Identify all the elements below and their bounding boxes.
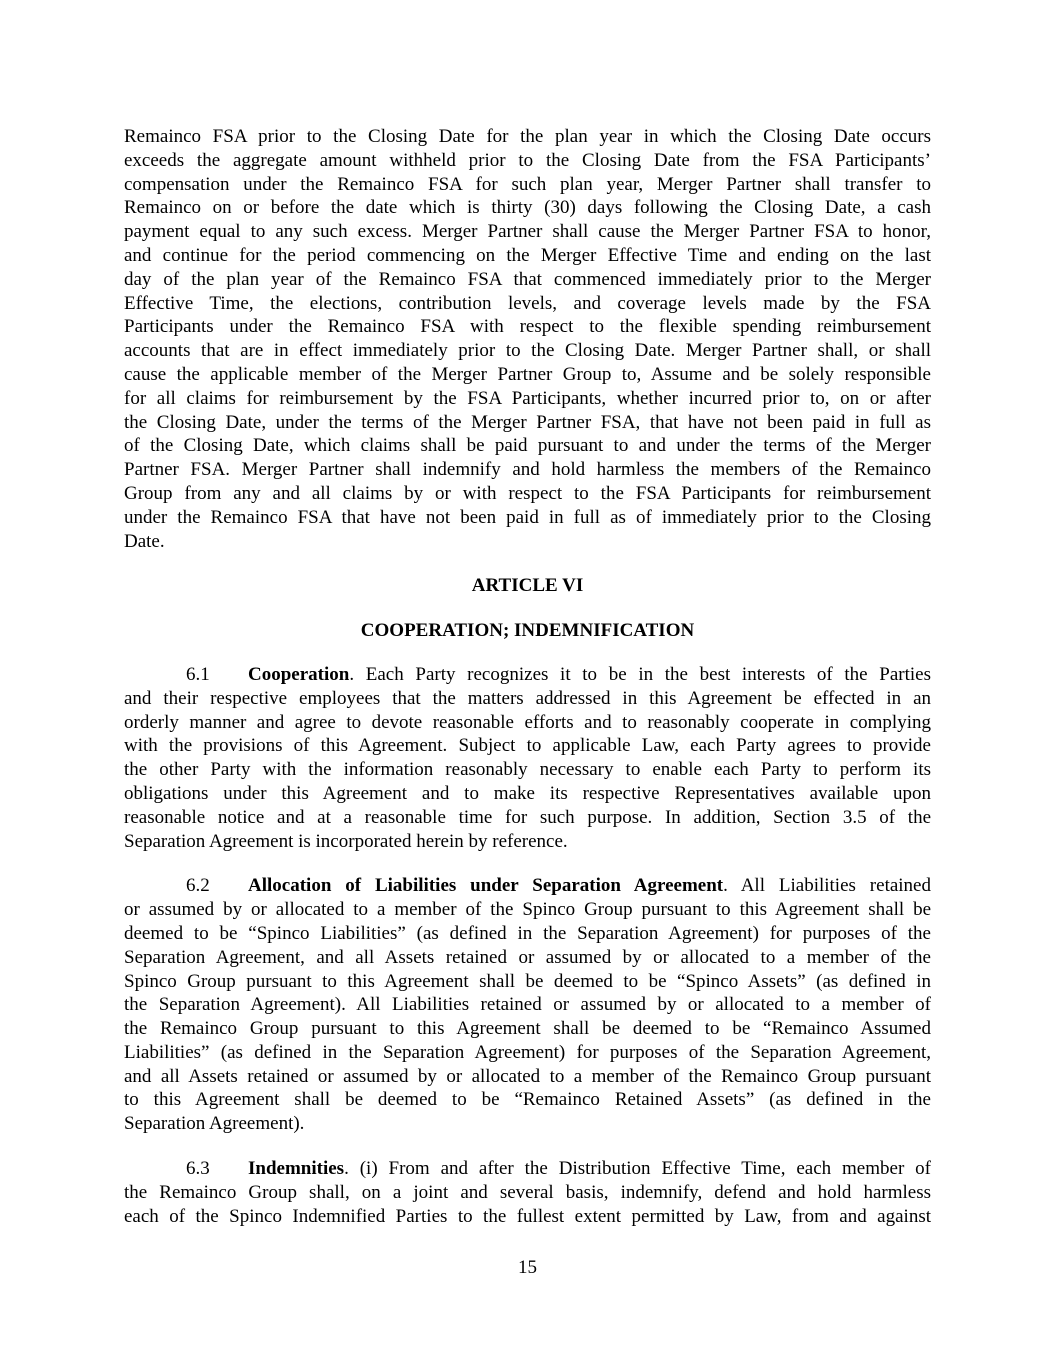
section-6-1 — [124, 663, 931, 853]
text-line: reasonable notice and at a reasonable time for such purpose. In addition, Section 3.5 of the — [124, 806, 931, 828]
article-title: COOPERATION; INDEMNIFICATION — [360, 620, 695, 642]
section-number: 6.2 — [186, 875, 210, 897]
text-line: Liabilities” (as defined in the Separation Agreement) for purposes of the Separation Agreement, — [124, 1041, 931, 1063]
text-line: the Closing Date, under the terms of the Merger Partner FSA, that have not been paid in full as — [124, 411, 931, 433]
section-heading: Allocation of Liabilities under Separation Agreement — [248, 875, 724, 897]
sections — [124, 663, 931, 1229]
text-line: with the provisions of this Agreement. Subject to applicable Law, each Party agrees to provide — [124, 735, 931, 757]
text-line: Participants under the Remainco FSA with respect to the flexible spending reimbursement — [124, 316, 931, 338]
section-first-line — [124, 663, 931, 687]
text-line: day of the plan year of the Remainco FSA that commenced immediately prior to the Merger — [124, 268, 931, 290]
continuation-paragraph — [124, 125, 931, 553]
section-first-text — [248, 663, 931, 687]
text-line: the Remainco Group pursuant to this Agreement shall be deemed to be “Remainco Assumed — [124, 1018, 931, 1040]
section-first-text — [248, 1157, 931, 1181]
section-first-text — [248, 874, 931, 898]
text-line: Separation Agreement is incorporated herein by reference. — [124, 830, 568, 852]
text-line: Partner FSA. Merger Partner shall indemnify and hold harmless the members of the Remainco — [124, 459, 931, 481]
text-line: compensation under the Remainco FSA for such plan year, Merger Partner shall transfer to — [124, 173, 931, 195]
text-line: the Remainco Group shall, on a joint and several basis, indemnify, defend and hold harmless — [124, 1181, 931, 1203]
section-first-rest: . (i) From and after the Distribution Effective Time, each member of — [344, 1158, 931, 1180]
section-number: 6.3 — [186, 1158, 210, 1180]
text-line: under the Remainco FSA that have not been paid in full as of immediately prior to the Closing — [124, 506, 931, 528]
section-heading: Indemnities — [248, 1158, 345, 1180]
text-line: of the Closing Date, which claims shall be paid pursuant to and under the terms of the Merger — [124, 435, 931, 457]
text-line: and continue for the period commencing on the Merger Effective Time and ending on the last — [124, 244, 931, 266]
text-line: Remainco FSA prior to the Closing Date for the plan year in which the Closing Date occurs — [124, 126, 931, 147]
text-line: Separation Agreement, and all Assets retained or assumed by or allocated to a member of the — [124, 946, 931, 968]
page-number: 15 — [518, 1257, 537, 1278]
section-6-2 — [124, 874, 931, 1136]
text-line: Remainco on or before the date which is thirty (30) days following the Closing Date, a cash — [124, 197, 931, 219]
text-line: Spinco Group pursuant to this Agreement shall be deemed to be “Spinco Assets” (as defined in — [124, 970, 931, 992]
text-line: and all Assets retained or assumed by or allocated to a member of the Remainco Group pursuant — [124, 1065, 931, 1087]
text-line: orderly manner and agree to devote reasonable efforts and to reasonably cooperate in complying — [124, 711, 931, 733]
text-line: for all claims for reimbursement by the FSA Participants, whether incurred prior to, on or after — [124, 387, 931, 409]
text-line: cause the applicable member of the Merger Partner Group to, Assume and be solely responsible — [124, 363, 931, 385]
text-line: or assumed by or allocated to a member of the Spinco Group pursuant to this Agreement shall be — [124, 899, 931, 921]
text-line: Effective Time, the elections, contribution levels, and coverage levels made by the FSA — [124, 292, 931, 314]
text-line: obligations under this Agreement and to make its respective Representatives available upon — [124, 782, 931, 804]
section-first-rest: . Each Party recognizes it to be in the best interests of the Parties — [349, 663, 931, 685]
section-first-line — [124, 874, 931, 898]
text-line: the Separation Agreement). All Liabilities retained or assumed by or allocated to a member of — [124, 994, 931, 1016]
text-line: Separation Agreement). — [124, 1113, 305, 1135]
article-number: ARTICLE VI — [471, 575, 584, 597]
section-first-rest: . All Liabilities retained — [723, 875, 931, 897]
text-line: accounts that are in effect immediately prior to the Closing Date. Merger Partner shall, or shall — [124, 340, 931, 362]
text-line: Date. — [124, 530, 165, 552]
text-line: deemed to be “Spinco Liabilities” (as defined in the Separation Agreement) for purposes of the — [124, 922, 931, 944]
text-line: to this Agreement shall be deemed to be “Remainco Retained Assets” (as defined in the — [124, 1089, 931, 1111]
section-heading: Cooperation — [248, 663, 350, 685]
section-first-line — [124, 1157, 931, 1181]
text-line: and their respective employees that the matters addressed in this Agreement be effected in an — [124, 687, 931, 709]
text-line: payment equal to any such excess. Merger Partner shall cause the Merger Partner FSA to honor, — [124, 221, 931, 243]
text-line: the other Party with the information reasonably necessary to enable each Party to perform its — [124, 759, 931, 781]
text-line: each of the Spinco Indemnified Parties to the fullest extent permitted by Law, from and against — [124, 1205, 931, 1227]
section-6-3 — [124, 1157, 931, 1228]
document-page — [124, 125, 931, 1249]
text-line: Group from any and all claims by or with respect to the FSA Participants for reimbursement — [124, 482, 931, 504]
section-number: 6.1 — [186, 663, 210, 685]
text-line: exceeds the aggregate amount withheld prior to the Closing Date from the FSA Participants’ — [124, 149, 931, 171]
